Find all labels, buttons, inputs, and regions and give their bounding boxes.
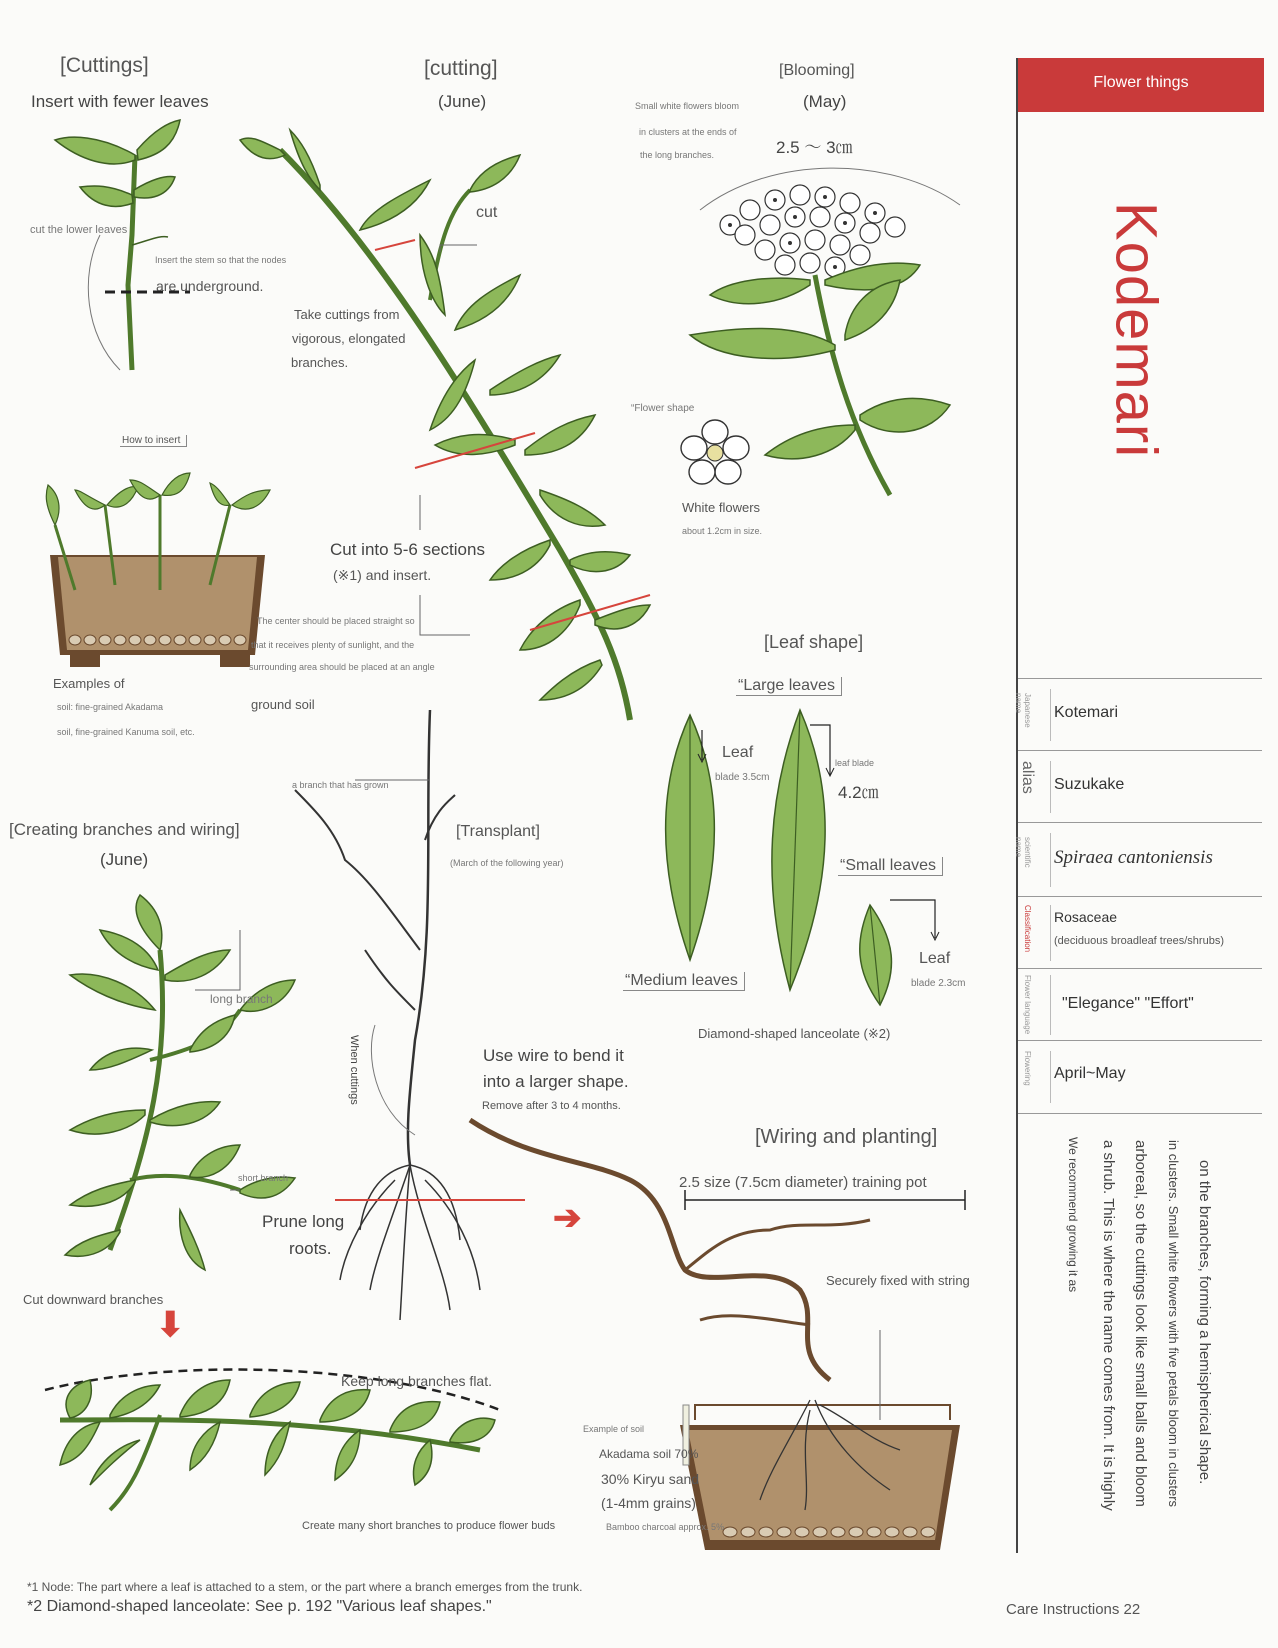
description-line: on the branches, forming a hemispherical shape.	[1196, 1160, 1213, 1485]
long-branch-label: long branch	[210, 992, 273, 1006]
sidebar-row-label: Flower language	[1023, 975, 1032, 1035]
sidebar-row-label: Flowering	[1023, 1051, 1032, 1086]
sidebar-row-flower-language	[1018, 968, 1262, 1041]
cutting-title: [cutting]	[424, 57, 498, 80]
leaf-shapes-illustration	[650, 700, 930, 1000]
leaf-blade-42-label: leaf blade	[835, 758, 875, 768]
blooming-note-2: in clusters at the ends of	[639, 127, 737, 137]
use-wire-2: into a larger shape.	[483, 1072, 629, 1091]
sidebar-row-flowering	[1018, 1040, 1262, 1114]
description-line: in clusters. Small white flowers with five petals bloom in clusters	[1166, 1140, 1181, 1508]
sidebar-row-value-detail: (deciduous broadleaf trees/shrubs)	[1054, 935, 1224, 947]
cutting-pot-illustration	[30, 465, 270, 695]
medium-leaves-label: “Medium leaves	[623, 972, 745, 991]
alias-label: alias	[1019, 761, 1036, 794]
take-cuttings-1: Take cuttings from	[294, 307, 400, 322]
leaf-blade-35-label: Leaf	[722, 744, 754, 761]
sidebar-row-label: Classification	[1023, 905, 1032, 953]
insert-note-1: Insert the stem so that the nodes	[155, 255, 287, 265]
sidebar-row-value: Suzukake	[1054, 776, 1125, 793]
soil-mix-2: 30% Kiryu sand	[601, 1471, 700, 1487]
take-cuttings-2: vigorous, elongated	[292, 331, 406, 346]
insert-note-2: are underground.	[156, 278, 264, 294]
branches-month: (June)	[100, 850, 149, 869]
securely-fixed-label: Securely fixed with string	[826, 1273, 970, 1288]
soil-mix-4: Bamboo charcoal approx. 5%	[606, 1522, 725, 1532]
wiring-title: [Wiring and planting]	[755, 1126, 938, 1148]
sidebar-row-label: scientific name	[1014, 837, 1032, 868]
soil-examples-title: Examples of	[53, 676, 125, 691]
leaf-shape-title: [Leaf shape]	[764, 632, 864, 652]
cut-lower-leaves-label: cut the lower leaves	[30, 224, 128, 236]
plant-name-title	[1096, 190, 1176, 470]
transplant-title: [Transplant]	[456, 823, 540, 840]
blooming-month: (May)	[803, 92, 847, 111]
cut-label: cut	[476, 204, 498, 221]
description-line: We recommend growing it as	[1066, 1137, 1080, 1293]
take-cuttings-3: branches.	[291, 355, 349, 370]
flower-size-label: about 1.2cm in size.	[682, 526, 763, 536]
soil-example-1: soil: fine-grained Akadama	[57, 702, 164, 712]
sidebar-row-scientific-name	[1014, 822, 1262, 897]
prune-roots-1: Prune long	[262, 1212, 345, 1231]
leaf-blade-23-label: Leaf	[919, 950, 951, 967]
sidebar-row-japanese-name	[1014, 678, 1262, 751]
soil-example-2: soil, fine-grained Kanuma soil, etc.	[57, 727, 195, 737]
blooming-note-3: the long branches.	[640, 150, 715, 160]
blooming-note-1: Small white flowers bloom	[635, 101, 740, 111]
center-note-3: surrounding area should be placed at an angle	[249, 662, 435, 672]
cut-sections-1: Cut into 5-6 sections	[330, 540, 485, 559]
right-arrow-icon: ➔	[553, 1199, 582, 1237]
flower-shape-label: “Flower shape	[631, 403, 695, 414]
sidebar-row-value: April~May	[1054, 1065, 1126, 1082]
wired-pot-illustration	[470, 1120, 990, 1540]
sidebar-row-value: Kotemari	[1054, 704, 1119, 721]
blooming-title: [Blooming]	[779, 62, 855, 79]
short-branch-label: short branch	[238, 1173, 289, 1183]
large-leaves-label: “Large leaves	[736, 677, 842, 696]
white-flowers-label: White flowers	[682, 500, 761, 515]
sidebar-row-value: Rosaceae	[1054, 909, 1118, 925]
page-number: Care Instructions 22	[1006, 1601, 1141, 1618]
use-wire-1: Use wire to bend it	[483, 1046, 624, 1065]
transplant-when: (March of the following year)	[450, 858, 564, 868]
sidebar-row-classification	[1018, 896, 1262, 969]
soil-mix-3: (1-4mm grains)	[601, 1495, 696, 1511]
cutting-month: (June)	[438, 92, 487, 111]
long-branch-illustration	[240, 100, 660, 730]
down-arrow-icon: ⬇	[156, 1306, 185, 1344]
training-pot-label: 2.5 size (7.5cm diameter) training pot	[679, 1174, 927, 1191]
short-branches-note: Create many short branches to produce flower buds	[302, 1520, 556, 1532]
footnote-1: *1 Node: The part where a leaf is attached to a stem, or the part where a branch emerges from the trunk.	[27, 1580, 583, 1594]
center-note-2: that it receives plenty of sunlight, and the	[251, 640, 415, 650]
keep-flat-label: Keep long branches flat.	[341, 1373, 492, 1389]
prune-roots-2: roots.	[289, 1239, 332, 1258]
leaf-blade-23-value: blade 2.3cm	[911, 978, 966, 989]
cuttings-title: [Cuttings]	[60, 54, 149, 77]
cuttings-subtitle: Insert with fewer leaves	[31, 92, 209, 111]
branching-plant-illustration	[40, 890, 300, 1290]
leaf-blade-35-value: blade 3.5cm	[715, 772, 770, 783]
diamond-lanceolate-label: Diamond-shaped lanceolate (※2)	[698, 1026, 891, 1041]
cut-sections-2: (※1) and insert.	[333, 567, 432, 583]
plant-name-text: Kodemari	[1103, 201, 1169, 459]
when-cuttings-label: When cuttings	[348, 1035, 360, 1105]
description-line: a shrub. This is where the name comes from. It is highly	[1100, 1140, 1117, 1511]
sidebar-header	[1018, 58, 1264, 112]
ground-soil-label: ground soil	[251, 697, 315, 712]
soil-mix-1: Akadama soil 70%	[599, 1447, 699, 1461]
sidebar-row-value: Spiraea cantoniensis	[1054, 847, 1213, 868]
branches-title: [Creating branches and wiring]	[9, 820, 240, 839]
cluster-size: 2.5 ～ 3㎝	[776, 138, 853, 157]
grown-branch-note: a branch that has grown	[292, 780, 389, 790]
how-to-insert-label: How to insert	[120, 435, 187, 447]
sidebar-row-alias	[1018, 750, 1262, 823]
leaf-blade-42-value: 4.2㎝	[838, 783, 879, 802]
sidebar-row-label: Japanese name	[1014, 693, 1032, 728]
footnote-2: *2 Diamond-shaped lanceolate: See p. 192 "Various leaf shapes."	[27, 1598, 492, 1615]
single-flower-illustration	[680, 418, 750, 488]
small-leaves-label: “Small leaves	[838, 857, 943, 876]
sidebar-row-value: "Elegance" "Effort"	[1062, 995, 1194, 1012]
sidebar-header-label: Flower things	[1093, 74, 1189, 91]
description-line: arboreal, so the cuttings look like small balls and bloom	[1132, 1140, 1149, 1507]
cut-downward-label: Cut downward branches	[23, 1292, 164, 1307]
remove-after-label: Remove after 3 to 4 months.	[482, 1100, 621, 1112]
soil-mix-title: Example of soil	[583, 1424, 645, 1434]
center-note-1: The center should be placed straight so	[257, 616, 415, 626]
